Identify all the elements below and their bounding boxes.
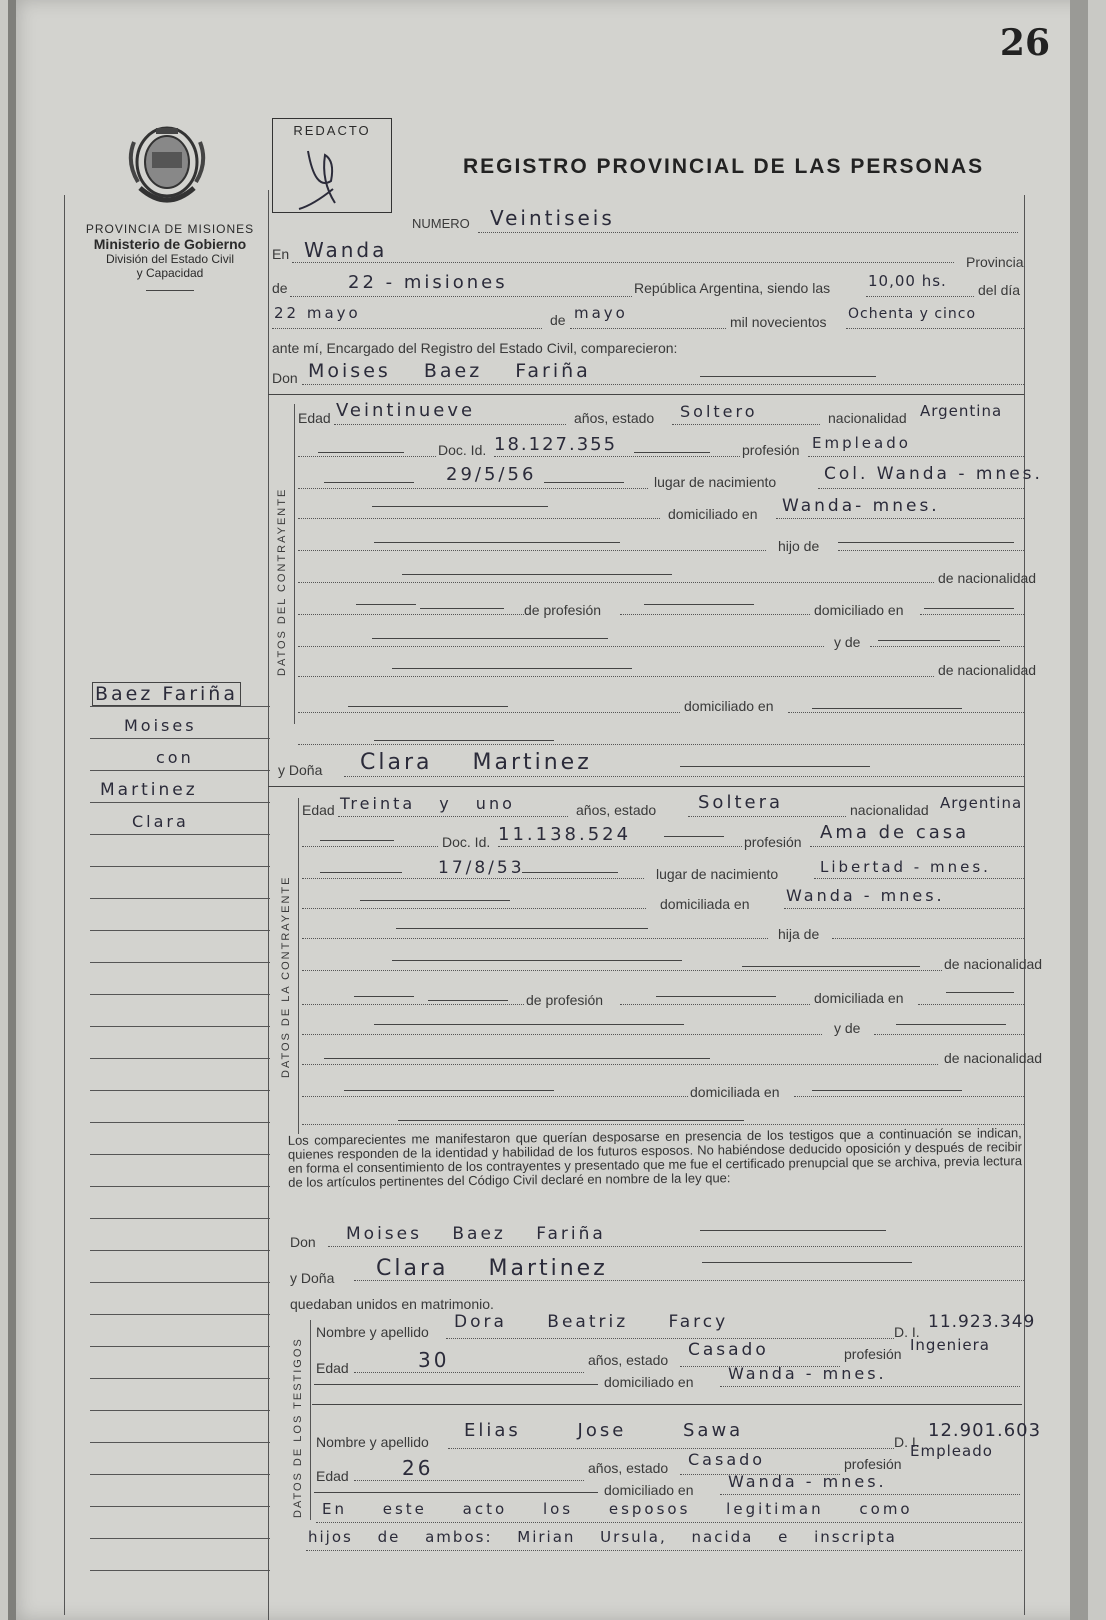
division-label: División del Estado Civil xyxy=(105,252,235,266)
c-anos-estado-label: años, estado xyxy=(574,410,655,426)
c-profesion-label: profesión xyxy=(742,442,800,458)
t1-nombre-label: Nombre y apellido xyxy=(316,1324,429,1340)
f-edad-label: Edad xyxy=(302,802,335,818)
f-lugar-label: lugar de nacimiento xyxy=(656,866,779,882)
t2-profesion-value: Empleado xyxy=(910,1442,993,1460)
sidebar-line-2: Moises xyxy=(124,716,197,735)
form-right-border xyxy=(1024,195,1025,1615)
c-domiciliado-en-2-label: domiciliado en xyxy=(684,698,774,714)
t1-domiciliado-label: domiciliado en xyxy=(604,1374,694,1390)
dona-value: Clara Martinez xyxy=(360,750,592,775)
left-margin-line xyxy=(64,195,65,1615)
ante-mi-text: ante mí, Encargado del Registro del Estado Civil, comparecieron: xyxy=(272,340,678,356)
numero-value: Veintiseis xyxy=(490,206,615,230)
t2-edad-label: Edad xyxy=(316,1468,349,1484)
t2-nombre-value: Elias Jose Sawa xyxy=(464,1420,744,1441)
t2-nombre-label: Nombre y apellido xyxy=(316,1434,429,1450)
t1-profesion-label: profesión xyxy=(844,1346,902,1362)
t2-di-label: D. I. xyxy=(894,1434,920,1450)
decl-don-value: Moises Baez Fariña xyxy=(346,1224,606,1244)
t1-edad-label: Edad xyxy=(316,1360,349,1376)
c-doc-label: Doc. Id. xyxy=(438,442,487,458)
form-left-border xyxy=(268,190,269,1620)
en-value: Wanda xyxy=(304,238,388,262)
t1-profesion-value: Ingeniera xyxy=(910,1336,990,1354)
f-profesion-label: profesión xyxy=(744,834,802,850)
f-y-de-label: y de xyxy=(834,1020,861,1036)
sidebar-line-1: Baez Fariña xyxy=(92,682,241,706)
f-edad-value: Treinta y uno xyxy=(340,794,515,813)
de-label: de xyxy=(272,280,288,296)
t2-estado-value: Casado xyxy=(688,1450,766,1469)
don-value: Moises Baez Fariña xyxy=(308,360,591,382)
province-label: PROVINCIA DE MISIONES xyxy=(85,222,255,236)
t2-anos-estado-label: años, estado xyxy=(588,1460,669,1476)
f-fecha-value: 17/8/53 xyxy=(438,858,525,878)
t2-domiciliado-label: domiciliado en xyxy=(604,1482,694,1498)
testigos-section-label: DATOS DE LOS TESTIGOS xyxy=(292,1337,304,1518)
c-estado-value: Soltero xyxy=(680,402,758,421)
f-domiciliada-en-2-label: domiciliada en xyxy=(690,1084,780,1100)
redacto-box xyxy=(272,118,392,213)
t2-edad-value: 26 xyxy=(402,1456,434,1480)
c-domiciliado-en-label: domiciliado en xyxy=(814,602,904,618)
dia-value: 22 mayo xyxy=(274,304,361,322)
c-lugar-value: Col. Wanda - mnes. xyxy=(824,464,1043,484)
c-edad-label: Edad xyxy=(298,410,331,426)
page-number: 26 xyxy=(999,22,1050,64)
ministry-label: Ministerio de Gobierno xyxy=(93,236,247,252)
redacto-label: REDACTO xyxy=(293,123,371,138)
mes-value: mayo xyxy=(574,304,628,322)
f-doc-value: 11.138.524 xyxy=(498,824,632,845)
sidebar-line-4: Martinez xyxy=(100,780,198,800)
capacity-label: y Capacidad xyxy=(136,266,204,280)
c-domiciliado-value: Wanda- mnes. xyxy=(782,496,940,516)
contrayenta-section-label: DATOS DE LA CONTRAYENTE xyxy=(280,875,292,1078)
mil-novecientos-label: mil novecientos xyxy=(730,314,827,330)
f-lugar-value: Libertad - mnes. xyxy=(820,858,991,876)
c-lugar-label: lugar de nacimiento xyxy=(654,474,777,490)
notes-line-1: En este acto los esposos legitiman como xyxy=(322,1500,913,1518)
decl-dona-label: y Doña xyxy=(290,1270,335,1286)
t1-di-label: D. I. xyxy=(894,1324,920,1340)
c-edad-value: Veintinueve xyxy=(336,400,476,421)
decl-dona-value: Clara Martinez xyxy=(376,1256,608,1281)
sidebar-line-5: Clara xyxy=(132,812,189,831)
t2-domicilio-value: Wanda - mnes. xyxy=(728,1472,887,1491)
decl-don-label: Don xyxy=(290,1234,316,1250)
numero-label: NUMERO xyxy=(412,216,470,231)
c-doc-value: 18.127.355 xyxy=(494,434,618,455)
c-de-profesion-label: de profesión xyxy=(524,602,602,618)
t1-estado-value: Casado xyxy=(688,1340,769,1360)
de2-label: de xyxy=(550,312,566,328)
del-dia-label: del día xyxy=(978,282,1021,298)
c-nacionalidad-value: Argentina xyxy=(920,402,1003,420)
f-domiciliada-en-label: domiciliada en xyxy=(814,990,904,1006)
f-nacionalidad-value: Argentina xyxy=(940,794,1023,812)
anio-value: Ochenta y cinco xyxy=(848,306,977,322)
c-de-nacionalidad-2-label: de nacionalidad xyxy=(938,662,1037,678)
f-domiciliada-value: Wanda - mnes. xyxy=(786,886,945,905)
f-estado-value: Soltera xyxy=(698,792,784,813)
f-hija-label: hija de xyxy=(778,926,820,942)
page-title: REGISTRO PROVINCIAL DE LAS PERSONAS xyxy=(463,155,985,178)
f-profesion-value: Ama de casa xyxy=(820,822,970,843)
c-nacionalidad-label: nacionalidad xyxy=(828,410,907,426)
t1-edad-value: 30 xyxy=(418,1348,450,1372)
t1-anos-estado-label: años, estado xyxy=(588,1352,669,1368)
contrayente-section-label: DATOS DEL CONTRAYENTE xyxy=(276,487,288,676)
c-profesion-value: Empleado xyxy=(812,434,911,452)
f-nacionalidad-label: nacionalidad xyxy=(850,802,929,818)
f-de-profesion-label: de profesión xyxy=(526,992,604,1008)
hora-value: 10,00 hs. xyxy=(868,272,947,290)
page-edge xyxy=(1070,0,1088,1620)
t1-nombre-value: Dora Beatriz Farcy xyxy=(454,1312,729,1332)
document-page xyxy=(8,0,1088,1620)
f-de-nacionalidad-label: de nacionalidad xyxy=(944,956,1043,972)
en-label: En xyxy=(272,246,290,262)
legal-paragraph: Los comparecientes me manifestaron que querían desposarse en presencia de los testigos que a continuación se indican, quienes responden de la identidad y habilidad de los futuros esposos. No habiéndose deducido oposición y después de recibir en forma el consentimiento de los contrayentes y presentado que me fue el certificado prenupcial que se archiva, previa lectura de los artículos pertinentes del Código Civil declaré en nombre de la ley que: xyxy=(287,1125,1023,1190)
t1-domicilio-value: Wanda - mnes. xyxy=(728,1364,887,1383)
f-doc-label: Doc. Id. xyxy=(442,834,491,850)
book-spine-edge xyxy=(8,0,16,1620)
f-de-nacionalidad-2-label: de nacionalidad xyxy=(944,1050,1043,1066)
don-label: Don xyxy=(272,370,298,386)
notes-line-2: hijos de ambos: Mirian Ursula, nacida e inscripta xyxy=(308,1528,897,1546)
unidos-text: quedaban unidos en matrimonio. xyxy=(290,1296,494,1312)
c-domiciliado-label: domiciliado en xyxy=(668,506,758,522)
c-hijo-label: hijo de xyxy=(778,538,820,554)
c-de-nacionalidad-label: de nacionalidad xyxy=(938,570,1037,586)
f-domiciliada-label: domiciliada en xyxy=(660,896,750,912)
republica-label: República Argentina, siendo las xyxy=(634,280,831,296)
t2-profesion-label: profesión xyxy=(844,1456,902,1472)
t1-di-value: 11.923.349 xyxy=(928,1312,1036,1332)
signature-mark xyxy=(273,141,391,211)
dona-label: y Doña xyxy=(278,762,323,778)
sidebar-line-3: con xyxy=(156,748,194,767)
c-fecha-value: 29/5/56 xyxy=(446,464,537,485)
t2-di-value: 12.901.603 xyxy=(928,1420,1042,1441)
de-value: 22 - misiones xyxy=(348,272,508,293)
coat-of-arms-icon xyxy=(126,122,208,210)
provincia-label: Provincia xyxy=(966,254,1024,270)
c-y-de-label: y de xyxy=(834,634,861,650)
f-anos-estado-label: años, estado xyxy=(576,802,657,818)
